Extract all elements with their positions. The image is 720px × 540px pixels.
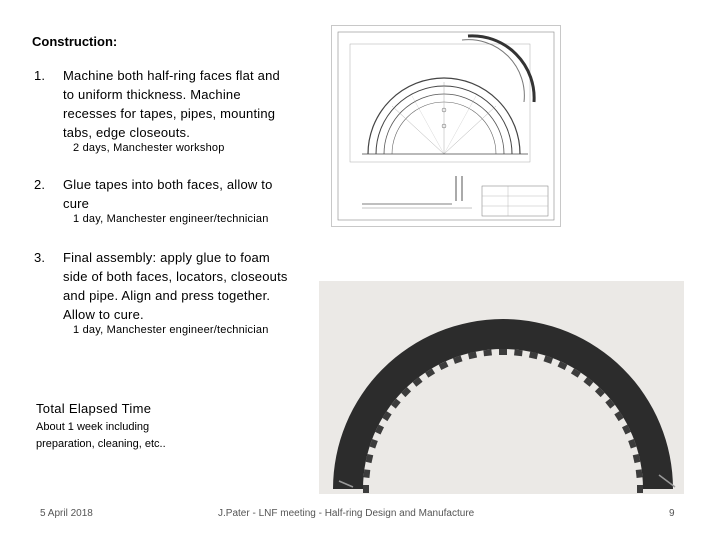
mounting-tab (483, 349, 492, 356)
drawing-svg (332, 26, 560, 226)
step-number: 1. (34, 68, 46, 83)
mounting-tab (363, 469, 370, 478)
step-line: side of both faces, locators, closeouts (63, 269, 288, 284)
step-line: Glue tapes into both faces, allow to (63, 177, 273, 192)
step-line: cure (63, 196, 90, 211)
step-line: Machine both half-ring faces flat and (63, 68, 280, 83)
step-3 (34, 248, 324, 337)
step-line: Allow to cure. (63, 307, 144, 322)
step-detail: 1 day, Manchester engineer/technician (73, 213, 269, 225)
technical-drawing (331, 25, 561, 227)
step-text (63, 248, 324, 324)
footer-title: J.Pater - LNF meeting - Half-ring Design and Manufacture (218, 508, 475, 519)
mounting-tab (499, 349, 507, 355)
step-1 (34, 66, 324, 155)
step-number: 3. (34, 250, 46, 265)
footer-date: 5 April 2018 (40, 508, 93, 519)
step-text (63, 175, 324, 213)
step-line: and pipe. Align and press together. (63, 288, 271, 303)
footer-page-number: 9 (669, 508, 675, 519)
photo-svg (319, 281, 684, 494)
step-detail: 2 days, Manchester workshop (73, 142, 225, 154)
mounting-tab (363, 485, 369, 493)
step-2 (34, 175, 324, 226)
total-elapsed-title: Total Elapsed Time (36, 401, 152, 416)
total-note-line: About 1 week including (36, 421, 150, 433)
mounting-tab (514, 349, 523, 356)
step-line: recesses for tapes, pipes, mounting (63, 106, 276, 121)
step-detail: 1 day, Manchester engineer/technician (73, 324, 269, 336)
step-line: Final assembly: apply glue to foam (63, 250, 270, 265)
half-ring-photo (319, 281, 684, 494)
mounting-tab (636, 469, 643, 478)
step-number: 2. (34, 177, 46, 192)
step-line: to uniform thickness. Machine (63, 87, 241, 102)
total-note-line: preparation, cleaning, etc.. (36, 438, 166, 450)
total-elapsed-note (36, 419, 236, 453)
mounting-tab (637, 485, 643, 493)
slide-heading: Construction: (32, 34, 118, 49)
step-line: tabs, edge closeouts. (63, 125, 191, 140)
step-text (63, 66, 324, 142)
